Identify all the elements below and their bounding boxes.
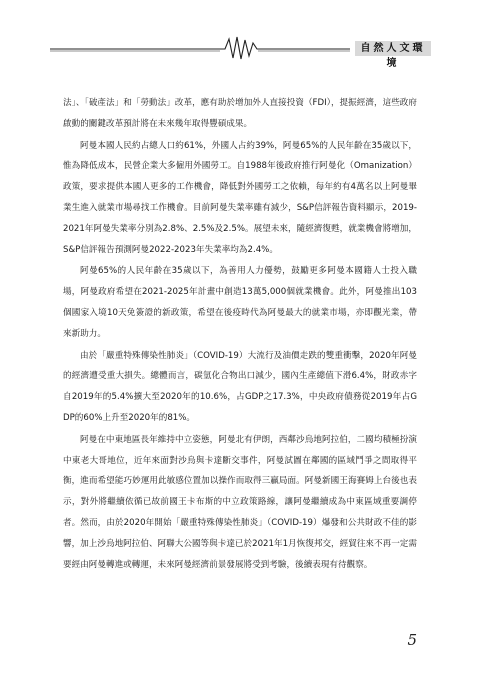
body-text <box>63 93 417 575</box>
paragraph: 由於「嚴重特殊傳染性肺炎」（COVID-19）大流行及油價走跌的雙重衝擊，2020年阿曼的經濟遭受重大損失。總體而言，碳氫化合物出口減少，國內生產總值下滑6.4%，財政赤字自2019年的5.4%擴大至2020年的10.6%，占GDP之17.3%，中央政府債務從2019年占GDP的60%上升至2020年的81%。 <box>63 350 417 423</box>
paragraph: 阿曼65%的人民年齡在35歲以下，為善用人力優勢，鼓勵更多阿曼本國籍人士投入職場，阿曼政府希望在2021-2025年計畫中創造13萬5,000個就業機會。此外，阿曼推出103個國家入境10天免簽證的新政策，希望在後疫時代為阿曼最大的就業市場，亦即觀光業，帶來新助力。 <box>63 266 417 339</box>
section-title: 自然人文環境 <box>355 41 431 56</box>
paragraph: 阿曼在中東地區長年維持中立姿態，阿曼北有伊朗，西鄰沙烏地阿拉伯，二國均積極扮演中東老大哥地位，近年來面對沙烏與卡達斷交事件，阿曼試圖在鄰國的區域鬥爭之間取得平衡，進而希望能巧妙運用此敏感位置加以操作而取得三贏局面。阿曼新國王海賽姆上台後也表示，對外將繼續依循已故前國王卡布斯的中立政策路線，讓阿曼繼續成為中東區域重要調停者。然而，由於2020年開始「嚴重特殊傳染性肺炎」（COVID-19）爆發和公共財政不佳的影響，加上沙烏地阿拉伯、阿聯大公國等與卡達已於2021年1月恢復邦交，經貿往來不再一定需要經由阿曼轉進或轉運，未來阿曼經濟前景發展將受到考驗，後續表現有待觀察。 <box>63 434 417 570</box>
paragraph: 阿曼本國人民約占總人口約61%，外國人占約39%，阿曼65%的人民年齡在35歲以下，惟為降低成本，民營企業大多僱用外國勞工。自1988年後政府推行阿曼化（Omanization）政策，要求提供本國人更多的工作機會，降低對外國勞工之依賴，每年約有4萬名以上阿曼畢業生進入就業市場尋找工作機會。目前阿曼失業率雖有減少，S&P信評報告資料顯示，2019-2021年阿曼失業率分別為2.8%、2.5%及2.5%。展望未來，隨經濟復甦，就業機會將增加，S&P信評報告預測阿曼2022-2023年失業率均為2.4%。 <box>63 140 417 255</box>
page-number: 5 <box>407 631 417 649</box>
paragraph: 法」、「破產法」和「勞動法」改革，應有助於增加外人直接投資（FDI），提振經濟，這些政府啟動的關鍵改革預計將在未來幾年取得豐碩成果。 <box>63 98 417 129</box>
running-header <box>50 34 430 69</box>
